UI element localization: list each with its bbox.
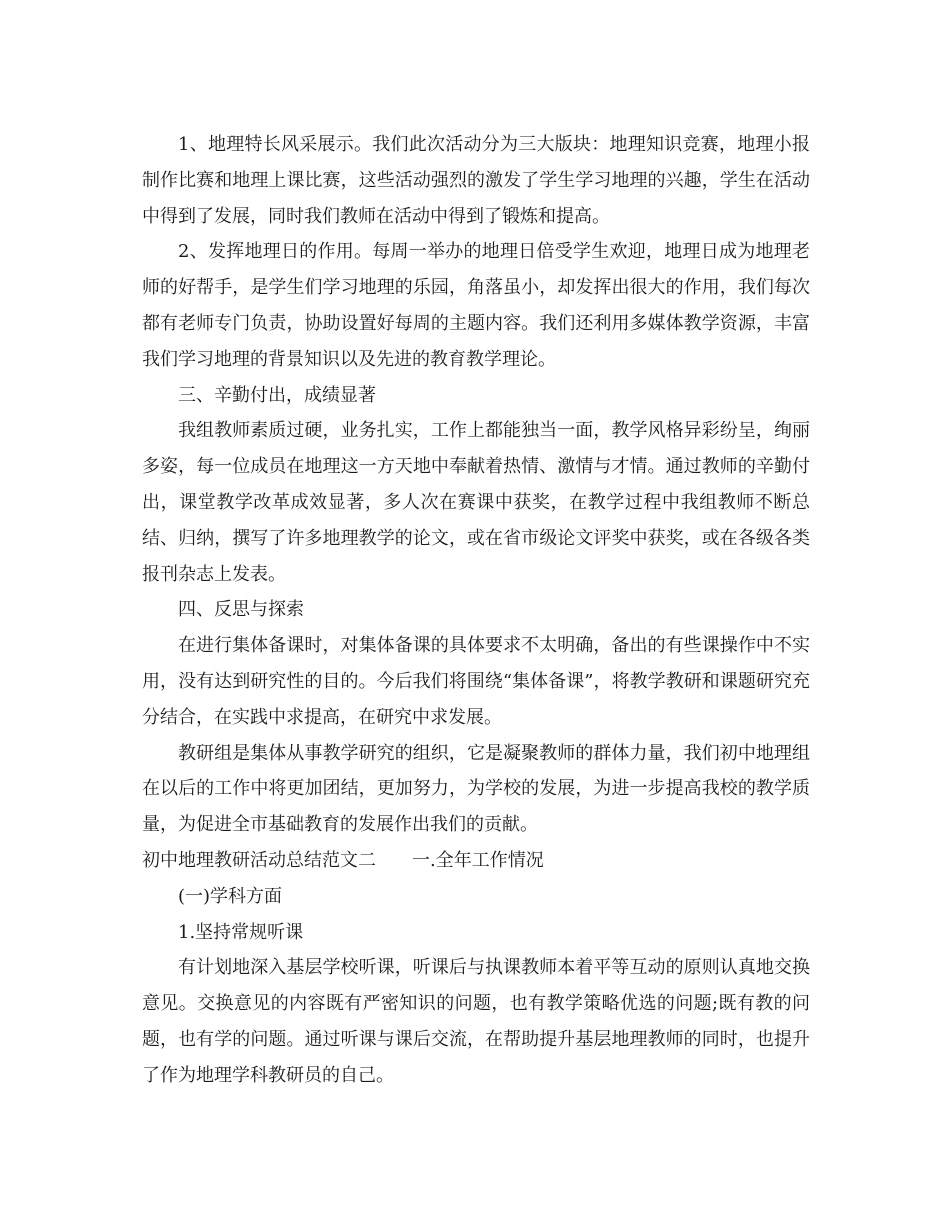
paragraph-research-group: 教研组是集体从事教学研究的组织，它是凝聚教师的群体力量，我们初中地理组在以后的工作中将更加团结，更加努力，为学校的发展，为进一步提高我校的教学质量，为促进全市基础教育的发展作出我们的贡献。 bbox=[142, 742, 810, 836]
section-heading-reflection: 四、反思与探索 bbox=[178, 599, 304, 621]
section-heading-subject: (一)学科方面 bbox=[178, 885, 283, 907]
paragraph-geography-day: 2、发挥地理日的作用。每周一举办的地理日倍受学生欢迎，地理日成为地理老师的好帮手，是学生们学习地理的乐园，角落虽小，却发挥出很大的作用，我们每次都有老师专门负责，协助设置好每周的主题内容。我们还利用多媒体教学资源，丰富我们学习地理的背景知识以及先进的教育教学理论。 bbox=[142, 241, 810, 370]
document-title-line: 初中地理教研活动总结范文二 一.全年工作情况 bbox=[142, 849, 544, 871]
section-heading-hard-work: 三、辛勤付出，成绩显著 bbox=[178, 384, 376, 406]
paragraph-geography-showcase: 1、地理特长风采展示。我们此次活动分为三大版块：地理知识竞赛，地理小报制作比赛和地理上课比赛，这些活动强烈的激发了学生学习地理的兴趣，学生在活动中得到了发展，同时我们教师在活动中得到了锻炼和提高。 bbox=[142, 134, 810, 227]
paragraph-teacher-quality: 我组教师素质过硬，业务扎实，工作上都能独当一面，教学风格异彩纷呈，绚丽多姿，每一位成员在地理这一方天地中奉献着热情、激情与才情。通过教师的辛勤付出，课堂教学改革成效显著，多人次在赛课中获奖，在教学过程中我组教师不断总结、归纳，撰写了许多地理教学的论文，或在省市级论文评奖中获奖，或在各级各类报刊杂志上发表。 bbox=[142, 420, 810, 585]
document-body bbox=[142, 127, 810, 1094]
paragraph-collective-prep: 在进行集体备课时，对集体备课的具体要求不太明确，备出的有些课操作中不实用，没有达到研究性的目的。今后我们将围绕“集体备课”，将教学教研和课题研究充分结合，在实践中求提高，在研究中求发展。 bbox=[142, 635, 810, 728]
section-heading-regular-observation: 1.坚持常规听课 bbox=[178, 921, 304, 943]
paragraph-class-observation: 有计划地深入基层学校听课，听课后与执课教师本着平等互动的原则认真地交换意见。交换意见的内容既有严密知识的问题，也有教学策略优选的问题;既有教的问题，也有学的问题。通过听课与课后交流，在帮助提升基层地理教师的同时，也提升了作为地理学科教研员的自己。 bbox=[142, 957, 810, 1086]
